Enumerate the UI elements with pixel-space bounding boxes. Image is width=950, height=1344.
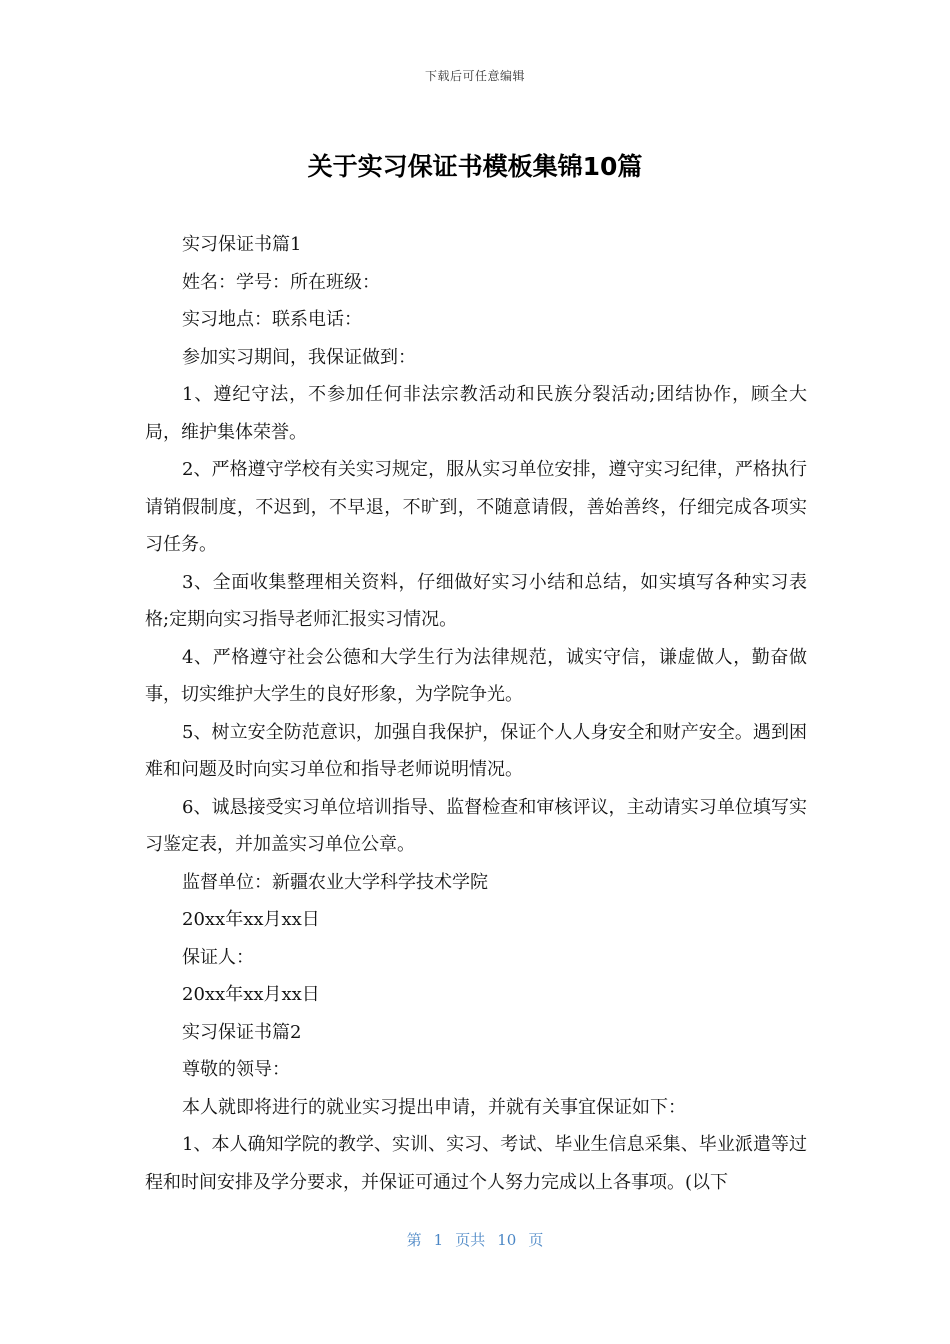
paragraph: 4、严格遵守社会公德和大学生行为法律规范，诚实守信，谦虚做人，勤奋做事，切实维护大学生的良好形象，为学院争光。 (145, 646, 807, 705)
paragraph: 2、严格遵守学校有关实习规定，服从实习单位安排，遵守实习纪律，严格执行请销假制度，不迟到，不早退，不旷到，不随意请假，善始善终，仔细完成各项实习任务。 (145, 459, 807, 555)
paragraph: 监督单位：新疆农业大学科学技术学院 (182, 871, 488, 893)
paragraph: 姓名：学号：所在班级： (182, 271, 380, 293)
paragraph: 5、树立安全防范意识，加强自我保护，保证个人人身安全和财产安全。遇到困难和问题及时向实习单位和指导老师说明情况。 (145, 721, 807, 780)
current-page-number: 1 (433, 1231, 444, 1249)
total-pages-number: 10 (497, 1231, 517, 1249)
document-body (145, 226, 807, 1201)
paragraph: 保证人： (182, 946, 254, 968)
paragraph: 实习保证书篇1 (182, 234, 302, 255)
paragraph: 本人就即将进行的就业实习提出申请，并就有关事宜保证如下： (182, 1096, 686, 1118)
paragraph: 1、本人确知学院的教学、实训、实习、考试、毕业生信息采集、毕业派遣等过程和时间安排及学分要求，并保证可通过个人努力完成以上各事项。(以下 (145, 1134, 807, 1193)
paragraph: 1、遵纪守法，不参加任何非法宗教活动和民族分裂活动;团结协作，顾全大局，维护集体荣誉。 (145, 384, 807, 443)
paragraph: 20xx年xx月xx日 (182, 984, 320, 1005)
paragraph: 实习保证书篇2 (182, 1021, 302, 1043)
paragraph: 20xx年xx月xx日 (182, 909, 320, 930)
page-footer (0, 1229, 950, 1250)
document-title: 关于实习保证书模板集锦10篇 (307, 152, 643, 181)
page-label: 第 (406, 1231, 422, 1249)
paragraph: 尊敬的领导： (182, 1059, 290, 1080)
paragraph: 6、诚恳接受实习单位培训指导、监督检查和审核评议，主动请实习单位填写实习鉴定表，并加盖实习单位公章。 (145, 796, 807, 855)
header-note: 下载后可任意编辑 (424, 69, 525, 83)
page-word: 页共 (455, 1231, 486, 1249)
paragraph: 参加实习期间，我保证做到： (182, 346, 416, 368)
paragraph: 实习地点：联系电话： (182, 309, 362, 330)
paragraph: 3、全面收集整理相关资料，仔细做好实习小结和总结，如实填写各种实习表格;定期向实习指导老师汇报实习情况。 (145, 571, 807, 630)
page-suffix: 页 (528, 1231, 544, 1249)
